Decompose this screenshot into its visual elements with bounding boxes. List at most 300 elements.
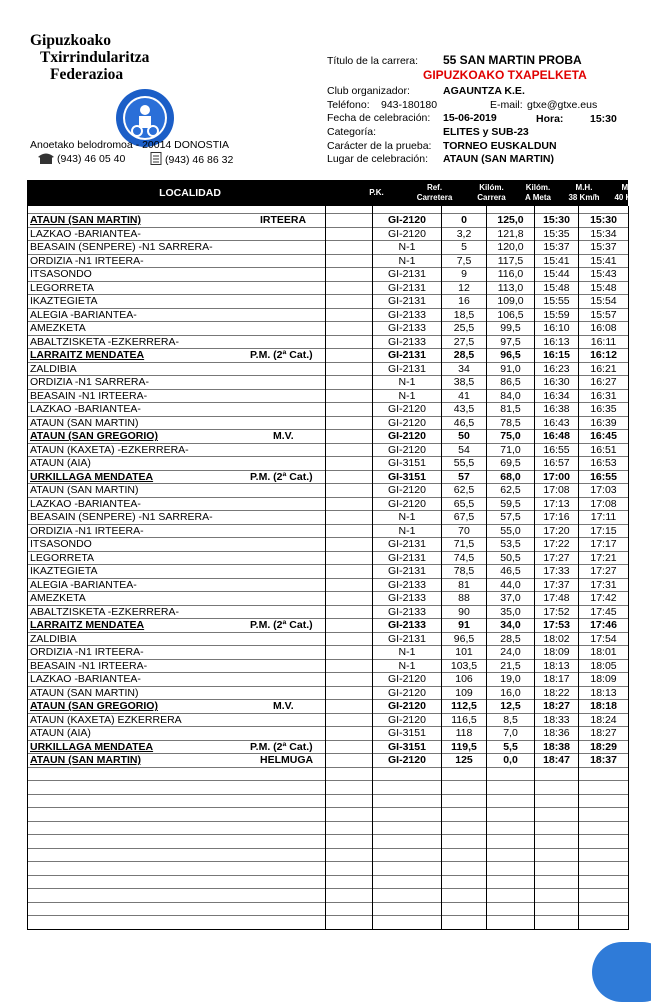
- blank-row: [28, 916, 629, 930]
- cell-time-40: 18:18: [579, 700, 629, 714]
- cell-time-38: 17:33: [535, 565, 579, 579]
- cell-ref: N-1: [373, 511, 442, 525]
- blank-cell: [579, 916, 629, 930]
- blank-cell: [28, 794, 326, 808]
- blank-cell: [535, 821, 579, 835]
- cell-pk: [326, 376, 373, 390]
- table-row: [28, 295, 629, 309]
- cell-meta: 71,0: [487, 443, 535, 457]
- table-row: [28, 646, 629, 660]
- cell-time-40: 17:11: [579, 511, 629, 525]
- header-mh40-line1: M.H.: [621, 183, 639, 192]
- cell-time-40: 15:37: [579, 241, 629, 255]
- cell-meta: 57,5: [487, 511, 535, 525]
- blank-row: [28, 821, 629, 835]
- localidad-text: ORDIZIA -N1 IRTEERA-: [30, 646, 144, 659]
- header-km: [469, 180, 514, 206]
- localidad-text: URKILLAGA MENDATEA: [30, 470, 154, 483]
- place-label: Lugar de celebración:: [327, 153, 428, 165]
- table-row: [28, 700, 629, 714]
- cell-time-38: 16:43: [535, 416, 579, 430]
- cell-localidad: [28, 389, 326, 403]
- cell-meta: 7,0: [487, 727, 535, 741]
- blank-cell: [373, 781, 442, 795]
- cell-localidad: [28, 673, 326, 687]
- blank-cell: [579, 781, 629, 795]
- cell-km: 91: [442, 619, 487, 633]
- cell-km: 81: [442, 578, 487, 592]
- cell-time-40: 17:08: [579, 497, 629, 511]
- blank-cell: [28, 206, 326, 214]
- cell-ref: GI-2131: [373, 295, 442, 309]
- localidad-text: LAZKAO -BARIANTEA-: [30, 673, 141, 686]
- cell-km: 70: [442, 524, 487, 538]
- cell-ref: GI-3151: [373, 727, 442, 741]
- federation-name: [30, 32, 149, 83]
- cell-meta: 34,0: [487, 619, 535, 633]
- cell-ref: GI-2133: [373, 605, 442, 619]
- cell-localidad: [28, 308, 326, 322]
- cell-time-40: 16:35: [579, 403, 629, 417]
- cell-localidad: [28, 362, 326, 376]
- cell-localidad: [28, 646, 326, 660]
- cell-time-40: 15:30: [579, 214, 629, 228]
- table-row: [28, 470, 629, 484]
- table-row: [28, 686, 629, 700]
- blank-cell: [487, 848, 535, 862]
- cell-pk: [326, 281, 373, 295]
- localidad-text: ATAUN (SAN MARTIN): [30, 416, 139, 429]
- cell-ref: GI-2131: [373, 632, 442, 646]
- localidad-text: ABALTZISKETA -EZKERRERA-: [30, 335, 179, 348]
- cell-pk: [326, 416, 373, 430]
- cell-time-40: 16:53: [579, 457, 629, 471]
- cell-km: 112,5: [442, 700, 487, 714]
- cell-pk: [326, 470, 373, 484]
- localidad-text: ORDIZIA -N1 SARRERA-: [30, 376, 150, 389]
- cell-time-40: 15:54: [579, 295, 629, 309]
- cell-time-38: 18:36: [535, 727, 579, 741]
- cell-meta: 16,0: [487, 686, 535, 700]
- blank-cell: [373, 794, 442, 808]
- blank-cell: [535, 808, 579, 822]
- cell-pk: [326, 430, 373, 444]
- localidad-text: IKAZTEGIETA: [30, 565, 98, 578]
- cell-ref: GI-2120: [373, 227, 442, 241]
- table-row: [28, 592, 629, 606]
- table-row: [28, 754, 629, 768]
- table-row: [28, 619, 629, 633]
- localidad-text: LAZKAO -BARIANTEA-: [30, 497, 141, 510]
- cell-km: 78,5: [442, 565, 487, 579]
- blank-cell: [487, 794, 535, 808]
- cell-localidad: [28, 686, 326, 700]
- cell-localidad: [28, 335, 326, 349]
- cell-km: 46,5: [442, 416, 487, 430]
- cell-pk: [326, 592, 373, 606]
- cell-time-40: 16:39: [579, 416, 629, 430]
- cell-localidad: [28, 538, 326, 552]
- cell-ref: N-1: [373, 241, 442, 255]
- cell-meta: 24,0: [487, 646, 535, 660]
- blank-cell: [28, 875, 326, 889]
- blank-cell: [487, 862, 535, 876]
- blank-cell: [487, 781, 535, 795]
- cell-time-38: 15:55: [535, 295, 579, 309]
- cell-localidad: [28, 484, 326, 498]
- cell-meta: 84,0: [487, 389, 535, 403]
- cell-ref: GI-2133: [373, 335, 442, 349]
- cell-localidad: [28, 700, 326, 714]
- header-meta-line2: A Meta: [525, 193, 551, 202]
- blank-cell: [28, 889, 326, 903]
- cell-localidad: [28, 592, 326, 606]
- cell-pk: [326, 700, 373, 714]
- cell-time-40: 18:01: [579, 646, 629, 660]
- cell-pk: [326, 713, 373, 727]
- fax-document-icon: [150, 152, 162, 165]
- blank-cell: [442, 848, 487, 862]
- note-text: P.M. (2ª Cat.): [250, 470, 313, 483]
- cell-time-38: 16:57: [535, 457, 579, 471]
- cell-ref: N-1: [373, 376, 442, 390]
- blank-cell: [28, 808, 326, 822]
- cell-ref: GI-2120: [373, 403, 442, 417]
- header-mh40-line2: 40 Km/h: [614, 193, 646, 202]
- cell-localidad: [28, 214, 326, 228]
- cell-time-40: 15:41: [579, 254, 629, 268]
- blank-cell: [579, 875, 629, 889]
- cell-time-40: 16:27: [579, 376, 629, 390]
- cell-pk: [326, 268, 373, 282]
- blank-cell: [487, 767, 535, 781]
- cell-time-38: 18:47: [535, 754, 579, 768]
- header-ref: [400, 180, 469, 206]
- cell-time-40: 16:45: [579, 430, 629, 444]
- cell-meta: 113,0: [487, 281, 535, 295]
- cell-meta: 59,5: [487, 497, 535, 511]
- table-row: [28, 403, 629, 417]
- tel-value: 943-180180: [381, 99, 438, 111]
- cell-time-38: 18:33: [535, 713, 579, 727]
- localidad-text: ATAUN (SAN GREGORIO): [30, 430, 158, 443]
- blank-row: [28, 902, 629, 916]
- cell-pk: [326, 308, 373, 322]
- cell-time-38: 16:55: [535, 443, 579, 457]
- cell-localidad: [28, 430, 326, 444]
- cell-km: 54: [442, 443, 487, 457]
- cell-ref: N-1: [373, 389, 442, 403]
- place-value: ATAUN (SAN MARTIN): [443, 153, 555, 165]
- cell-time-38: 16:23: [535, 362, 579, 376]
- blank-cell: [373, 767, 442, 781]
- blank-cell: [579, 889, 629, 903]
- header-pk-text: P.K.: [369, 188, 384, 197]
- cell-km: 118: [442, 727, 487, 741]
- localidad-text: AMEZKETA: [30, 592, 86, 605]
- localidad-text: ITSASONDO: [30, 268, 92, 281]
- cell-time-38: 17:52: [535, 605, 579, 619]
- blank-cell: [442, 808, 487, 822]
- blank-cell: [442, 916, 487, 930]
- federation-fax: [150, 152, 233, 166]
- table-row: [28, 281, 629, 295]
- blank-cell: [373, 835, 442, 849]
- blank-row: [28, 875, 629, 889]
- cell-pk: [326, 335, 373, 349]
- table-row: [28, 578, 629, 592]
- localidad-text: LEGORRETA: [30, 551, 94, 564]
- blank-cell: [535, 835, 579, 849]
- blank-cell: [442, 862, 487, 876]
- blank-row: [28, 781, 629, 795]
- cell-ref: GI-2120: [373, 686, 442, 700]
- cell-localidad: [28, 632, 326, 646]
- cell-meta: 19,0: [487, 673, 535, 687]
- cell-km: 74,5: [442, 551, 487, 565]
- blank-cell: [579, 808, 629, 822]
- blank-cell: [579, 794, 629, 808]
- cell-meta: 106,5: [487, 308, 535, 322]
- cell-ref: GI-2120: [373, 754, 442, 768]
- cell-pk: [326, 403, 373, 417]
- blank-cell: [442, 875, 487, 889]
- cell-ref: GI-2131: [373, 362, 442, 376]
- cell-time-38: 15:48: [535, 281, 579, 295]
- cell-ref: GI-2131: [373, 281, 442, 295]
- cell-ref: GI-2120: [373, 416, 442, 430]
- blank-cell: [535, 889, 579, 903]
- cell-ref: GI-3151: [373, 740, 442, 754]
- cell-time-40: 18:29: [579, 740, 629, 754]
- cell-meta: 62,5: [487, 484, 535, 498]
- cell-time-38: 16:34: [535, 389, 579, 403]
- cell-meta: 91,0: [487, 362, 535, 376]
- cell-time-38: 17:00: [535, 470, 579, 484]
- table-row: [28, 227, 629, 241]
- cell-km: 119,5: [442, 740, 487, 754]
- blank-row: [28, 206, 629, 214]
- blank-row: [28, 767, 629, 781]
- cell-ref: GI-2120: [373, 214, 442, 228]
- table-row: [28, 632, 629, 646]
- category-value: ELITES y SUB-23: [443, 126, 529, 138]
- cell-pk: [326, 457, 373, 471]
- table-row: [28, 389, 629, 403]
- localidad-text: LARRAITZ MENDATEA: [30, 349, 145, 362]
- header-ref-line1: Ref.: [426, 183, 443, 192]
- cell-meta: 120,0: [487, 241, 535, 255]
- cell-time-40: 16:55: [579, 470, 629, 484]
- cell-meta: 96,5: [487, 349, 535, 363]
- cell-time-40: 18:05: [579, 659, 629, 673]
- cell-localidad: [28, 605, 326, 619]
- cell-time-40: 16:21: [579, 362, 629, 376]
- cell-pk: [326, 349, 373, 363]
- cell-time-38: 18:27: [535, 700, 579, 714]
- cell-time-40: 16:51: [579, 443, 629, 457]
- table-row: [28, 443, 629, 457]
- phone-number: (943) 46 05 40: [57, 153, 126, 165]
- cell-ref: GI-2133: [373, 578, 442, 592]
- cell-localidad: [28, 295, 326, 309]
- localidad-text: ATAUN (SAN MARTIN): [30, 686, 139, 699]
- localidad-text: LARRAITZ MENDATEA: [30, 619, 145, 632]
- cell-meta: 99,5: [487, 322, 535, 336]
- blank-cell: [326, 916, 373, 930]
- cell-pk: [326, 524, 373, 538]
- localidad-text: ATAUN (SAN MARTIN): [30, 484, 139, 497]
- cell-time-38: 15:59: [535, 308, 579, 322]
- cell-ref: GI-2120: [373, 443, 442, 457]
- blank-cell: [442, 781, 487, 795]
- cell-time-40: 16:31: [579, 389, 629, 403]
- localidad-text: IKAZTEGIETA: [30, 295, 98, 308]
- header-mh38-line1: M.H.: [575, 183, 593, 192]
- cell-time-38: 15:37: [535, 241, 579, 255]
- blank-cell: [28, 916, 326, 930]
- blank-cell: [535, 848, 579, 862]
- table-row: [28, 268, 629, 282]
- blank-cell: [487, 835, 535, 849]
- localidad-text: LAZKAO -BARIANTEA-: [30, 227, 141, 240]
- cell-km: 27,5: [442, 335, 487, 349]
- itinerary-rows: [28, 206, 629, 929]
- blank-row: [28, 889, 629, 903]
- cell-km: 3,2: [442, 227, 487, 241]
- header-km-line2: Carrera: [477, 193, 506, 202]
- blank-cell: [326, 206, 373, 214]
- cell-meta: 0,0: [487, 754, 535, 768]
- cell-km: 34: [442, 362, 487, 376]
- table-row: [28, 740, 629, 754]
- localidad-text: BEASAIN -N1 IRTEERA-: [30, 659, 148, 672]
- cell-meta: 116,0: [487, 268, 535, 282]
- blank-cell: [326, 875, 373, 889]
- cell-km: 96,5: [442, 632, 487, 646]
- cell-localidad: [28, 740, 326, 754]
- cell-time-38: 15:35: [535, 227, 579, 241]
- cell-ref: GI-2120: [373, 430, 442, 444]
- blank-cell: [373, 889, 442, 903]
- cell-pk: [326, 754, 373, 768]
- localidad-text: ABALTZISKETA -EZKERRERA-: [30, 605, 179, 618]
- cell-localidad: [28, 713, 326, 727]
- cell-time-40: 15:48: [579, 281, 629, 295]
- cell-ref: N-1: [373, 659, 442, 673]
- character-label: Carácter de la prueba:: [327, 140, 432, 152]
- table-row: [28, 659, 629, 673]
- cell-localidad: [28, 619, 326, 633]
- blank-cell: [373, 821, 442, 835]
- cell-km: 116,5: [442, 713, 487, 727]
- cell-pk: [326, 443, 373, 457]
- header-localidad-text: LOCALIDAD: [159, 187, 221, 199]
- cell-pk: [326, 511, 373, 525]
- blank-cell: [373, 875, 442, 889]
- cell-km: 43,5: [442, 403, 487, 417]
- table-row: [28, 605, 629, 619]
- blank-cell: [28, 781, 326, 795]
- cell-time-40: 15:34: [579, 227, 629, 241]
- table-row: [28, 308, 629, 322]
- cell-time-38: 17:37: [535, 578, 579, 592]
- cell-ref: N-1: [373, 254, 442, 268]
- blank-cell: [326, 848, 373, 862]
- cell-time-40: 18:24: [579, 713, 629, 727]
- cell-time-40: 16:08: [579, 322, 629, 336]
- cell-pk: [326, 227, 373, 241]
- cell-localidad: [28, 457, 326, 471]
- blank-cell: [326, 821, 373, 835]
- note-text: HELMUGA: [260, 754, 314, 766]
- cell-time-38: 15:44: [535, 268, 579, 282]
- blank-cell: [442, 767, 487, 781]
- cell-time-38: 16:13: [535, 335, 579, 349]
- cell-time-38: 17:27: [535, 551, 579, 565]
- cell-time-40: 16:12: [579, 349, 629, 363]
- cell-pk: [326, 646, 373, 660]
- cell-km: 103,5: [442, 659, 487, 673]
- blank-cell: [579, 206, 629, 214]
- blank-cell: [28, 862, 326, 876]
- federation-name-line1: Gipuzkoako: [30, 32, 111, 49]
- cell-time-38: 18:09: [535, 646, 579, 660]
- cell-pk: [326, 673, 373, 687]
- table-row: [28, 511, 629, 525]
- title-label: Título de la carrera:: [327, 55, 419, 67]
- cell-meta: 125,0: [487, 214, 535, 228]
- cell-meta: 117,5: [487, 254, 535, 268]
- cell-localidad: [28, 497, 326, 511]
- cell-ref: GI-2133: [373, 592, 442, 606]
- blank-cell: [373, 808, 442, 822]
- cell-meta: 69,5: [487, 457, 535, 471]
- federation-name-line3: Federazioa: [50, 66, 124, 83]
- cell-localidad: [28, 443, 326, 457]
- cell-localidad: [28, 578, 326, 592]
- cell-km: 5: [442, 241, 487, 255]
- table-row: [28, 457, 629, 471]
- note-text: IRTEERA: [260, 214, 307, 226]
- cell-localidad: [28, 470, 326, 484]
- blank-cell: [487, 902, 535, 916]
- cell-ref: GI-2133: [373, 322, 442, 336]
- cell-localidad: [28, 511, 326, 525]
- cell-time-40: 17:42: [579, 592, 629, 606]
- cell-time-40: 17:27: [579, 565, 629, 579]
- cell-meta: 97,5: [487, 335, 535, 349]
- localidad-text: ATAUN (SAN MARTIN): [30, 214, 142, 227]
- cell-pk: [326, 484, 373, 498]
- cell-localidad: [28, 227, 326, 241]
- header-meta-line1: Kilóm.: [525, 183, 551, 192]
- cell-km: 90: [442, 605, 487, 619]
- cell-meta: 109,0: [487, 295, 535, 309]
- blank-cell: [442, 902, 487, 916]
- cell-pk: [326, 214, 373, 228]
- scroll-button[interactable]: [592, 942, 651, 1002]
- cell-km: 55,5: [442, 457, 487, 471]
- localidad-text: LAZKAO -BARIANTEA-: [30, 403, 141, 416]
- cell-ref: GI-2131: [373, 538, 442, 552]
- date-value: 15-06-2019: [443, 112, 497, 124]
- cell-time-40: 18:37: [579, 754, 629, 768]
- blank-cell: [487, 821, 535, 835]
- blank-cell: [28, 821, 326, 835]
- blank-cell: [487, 206, 535, 214]
- cell-time-38: 16:48: [535, 430, 579, 444]
